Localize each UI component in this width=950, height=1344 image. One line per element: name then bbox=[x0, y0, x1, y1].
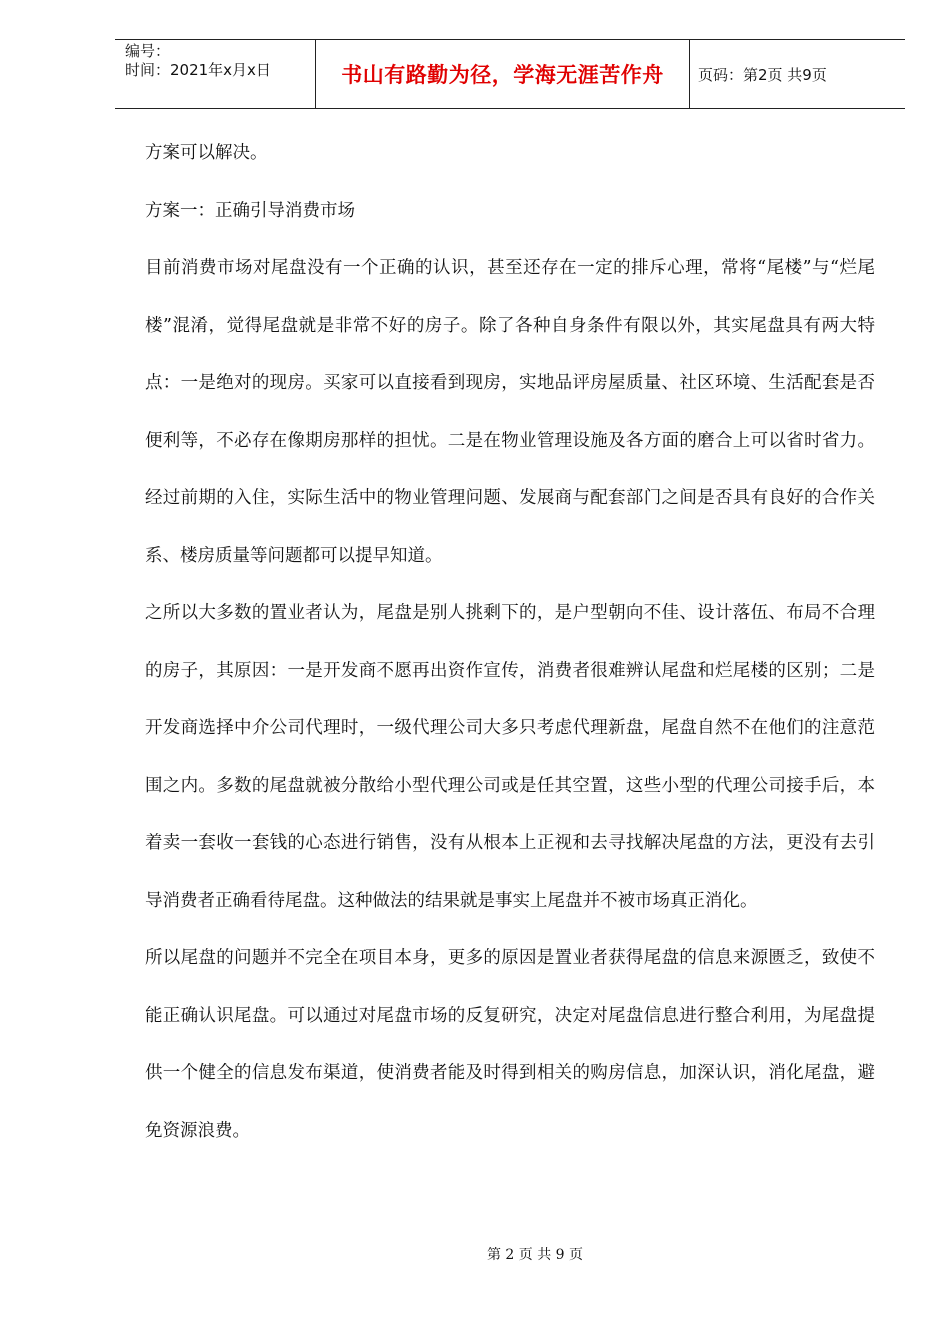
header-number: 编号： bbox=[125, 42, 171, 60]
paragraph-2: 目前消费市场对尾盘没有一个正确的认识，甚至还存在一定的排斥心理，常将“尾楼”与“烂尾楼”混淆，觉得尾盘就是非常不好的房子。除了各种自身条件有限以外，其实尾盘具有两大特点：一是绝对的现房。买家可以直接看到现房，实地品评房屋质量、社区环境、生活配套是否便利等，不必存在像期房那样的担忧。二是在物业管理设施及各方面的磨合上可以省时省力。经过前期的入住，实际生活中的物业管理问题、发展商与配套部门之间是否具有良好的合作关系、楼房质量等问题都可以提早知道。 bbox=[145, 258, 875, 566]
paragraph-1: 方案可以解决。 bbox=[145, 143, 268, 163]
paragraph-4: 所以尾盘的问题并不完全在项目本身，更多的原因是置业者获得尾盘的信息来源匮乏，致使不能正确认识尾盘。可以通过对尾盘市场的反复研究，决定对尾盘信息进行整合利用，为尾盘提供一个健全的信息发布渠道，使消费者能及时得到相关的购房信息，加深认识，消化尾盘，避免资源浪费。 bbox=[145, 948, 875, 1141]
paragraph-3: 之所以大多数的置业者认为，尾盘是别人挑剩下的，是户型朝向不佳、设计落伍、布局不合理的房子，其原因：一是开发商不愿再出资作宣传，消费者很难辨认尾盘和烂尾楼的区别；二是开发商选择中介公司代理时，一级代理公司大多只考虑代理新盘，尾盘自然不在他们的注意范围之内。多数的尾盘就被分散给小型代理公司或是任其空置，这些小型的代理公司接手后，本着卖一套收一套钱的心态进行销售，没有从根本上正视和去寻找解决尾盘的方法，更没有去引导消费者正确看待尾盘。这种做法的结果就是事实上尾盘并不被市场真正消化。 bbox=[145, 603, 875, 911]
page-header bbox=[115, 39, 905, 109]
header-time: 时间：2021年x月x日 bbox=[125, 61, 271, 79]
page-footer: 第 2 页 共 9 页 bbox=[486, 1247, 584, 1263]
section-heading: 方案一：正确引导消费市场 bbox=[145, 200, 355, 221]
header-meta bbox=[115, 40, 316, 108]
header-motto: 书山有路勤为径，学海无涯苦作舟 bbox=[316, 40, 690, 108]
header-page-info: 页码：第2页 共9页 bbox=[698, 65, 827, 84]
document-body bbox=[145, 125, 875, 1160]
